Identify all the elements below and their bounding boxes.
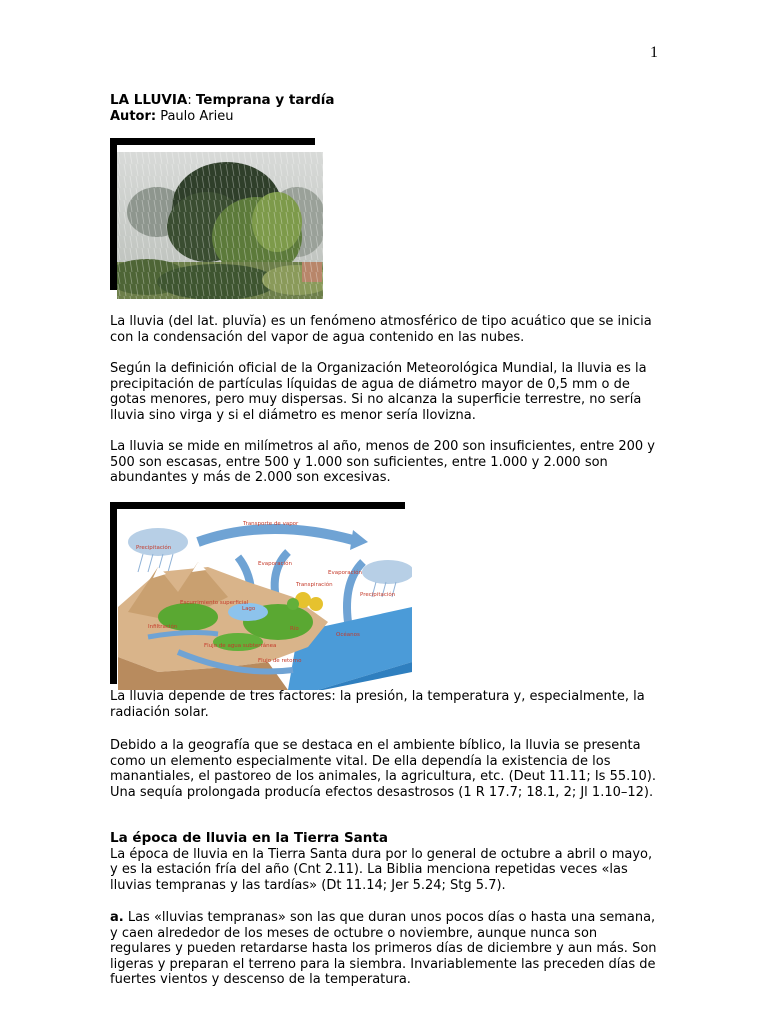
- paragraph-4: [110, 689, 660, 720]
- paragraph-7: [110, 910, 660, 988]
- diagram-label-rio: Río: [290, 626, 299, 632]
- page-number: 1: [650, 44, 658, 61]
- paragraph-4-text: La lluvia depende de tres factores: la presión, la temperatura y, especialmente, la radiación solar.: [110, 689, 645, 720]
- paragraph-3: [110, 439, 660, 486]
- water-cycle-diagram: [118, 512, 412, 690]
- paragraph-2: [110, 361, 660, 423]
- diagram-label-flujo-agua: Flujo de agua subterránea: [204, 643, 277, 649]
- title-sub: Temprana y tardía: [195, 92, 335, 108]
- paragraph-1: [110, 314, 660, 345]
- section-heading: La época de lluvia en la Tierra Santa: [110, 830, 388, 846]
- image-frame-left: [110, 138, 117, 290]
- diagram-label-evaporacion-1: Evaporación: [258, 561, 292, 567]
- diagram-label-infiltracion: Infiltración: [148, 624, 178, 630]
- diagram-frame-left: [110, 502, 117, 684]
- title-separator: :: [187, 93, 196, 108]
- author-name: Paulo Arieu: [156, 108, 234, 124]
- diagram-label-transporte: Transporte de vapor: [243, 521, 299, 527]
- diagram-label-transpiracion: Transpiración: [296, 582, 333, 588]
- diagram-label-lago: Lago: [242, 606, 256, 612]
- diagram-frame-top: [110, 502, 405, 509]
- section-epoca: [110, 831, 660, 893]
- diagram-label-oceanos: Océanos: [336, 632, 360, 638]
- diagram-label-flujo-retorno: Flujo de retorno: [258, 658, 302, 664]
- paragraph-2-text: Según la definición oficial de la Organización Meteorológica Mundial, la lluvia es la precipitación de partículas líquidas de agua de diámetro mayor de 0,5 mm o de gotas menores, pero muy dispersas. Si no alcanza la superficie terrestre, no sería lluvia sino virga y si el diámetro es menor sería llovizna.: [110, 361, 647, 423]
- paragraph-5-text: Debido a la geografía que se destaca en el ambiente bíblico, la lluvia se presenta como un elemento especialmente vital. De ella dependía la existencia de los manantiales, el pastoreo de los animales, la agricultura, etc. (Deut 11.11; Is 55.10). Una sequía prolongada producía efectos desastrosos (1 R 17.7; 18.1, 2; Jl 1.10–12).: [110, 738, 657, 800]
- paragraph-7-text: Las «lluvias tempranas» son las que duran unos pocos días o hasta una semana, y caen alrededor de los meses de octubre o noviembre, aunque nunca son regulares y pueden retardarse hasta los primeros días de diciembre y aun más. Son ligeras y preparan el terreno para la siembra. Invariablemente las preceden días de fuertes vientos y descenso de la temperatura.: [110, 910, 657, 988]
- paragraph-1-text: La lluvia (del lat. pluvĭa) es un fenómeno atmosférico de tipo acuático que se inicia con la condensación del vapor de agua contenido en las nubes.: [110, 314, 652, 345]
- rain-trees-image: [117, 152, 323, 299]
- diagram-label-precipitacion-left: Precipitación: [136, 545, 172, 551]
- list-marker-a: a.: [110, 910, 124, 925]
- image-frame-top: [110, 138, 315, 145]
- document-title: [110, 93, 660, 124]
- author-label: Autor:: [110, 108, 157, 124]
- diagram-label-escurrimiento: Escurrimiento superficial: [180, 600, 249, 606]
- paragraph-3-text: La lluvia se mide en milímetros al año, menos de 200 son insuficientes, entre 200 y 500 son escasas, entre 500 y 1.000 son suficientes, entre 1.000 y 2.000 son abundantes y más de 2.000 son excesivas.: [110, 439, 655, 486]
- diagram-label-evaporacion-2: Evaporación: [328, 570, 362, 576]
- paragraph-6-text: La época de lluvia en la Tierra Santa dura por lo general de octubre a abril o mayo, y es la estación fría del año (Cnt 2.11). La Biblia menciona repetidas veces «las lluvias tempranas y las tardías» (Dt 11.14; Jer 5.24; Stg 5.7).: [110, 846, 653, 893]
- title-main: LA LLUVIA: [110, 92, 188, 108]
- diagram-label-precipitacion-right: Precipitación: [360, 592, 396, 598]
- paragraph-5: [110, 738, 660, 800]
